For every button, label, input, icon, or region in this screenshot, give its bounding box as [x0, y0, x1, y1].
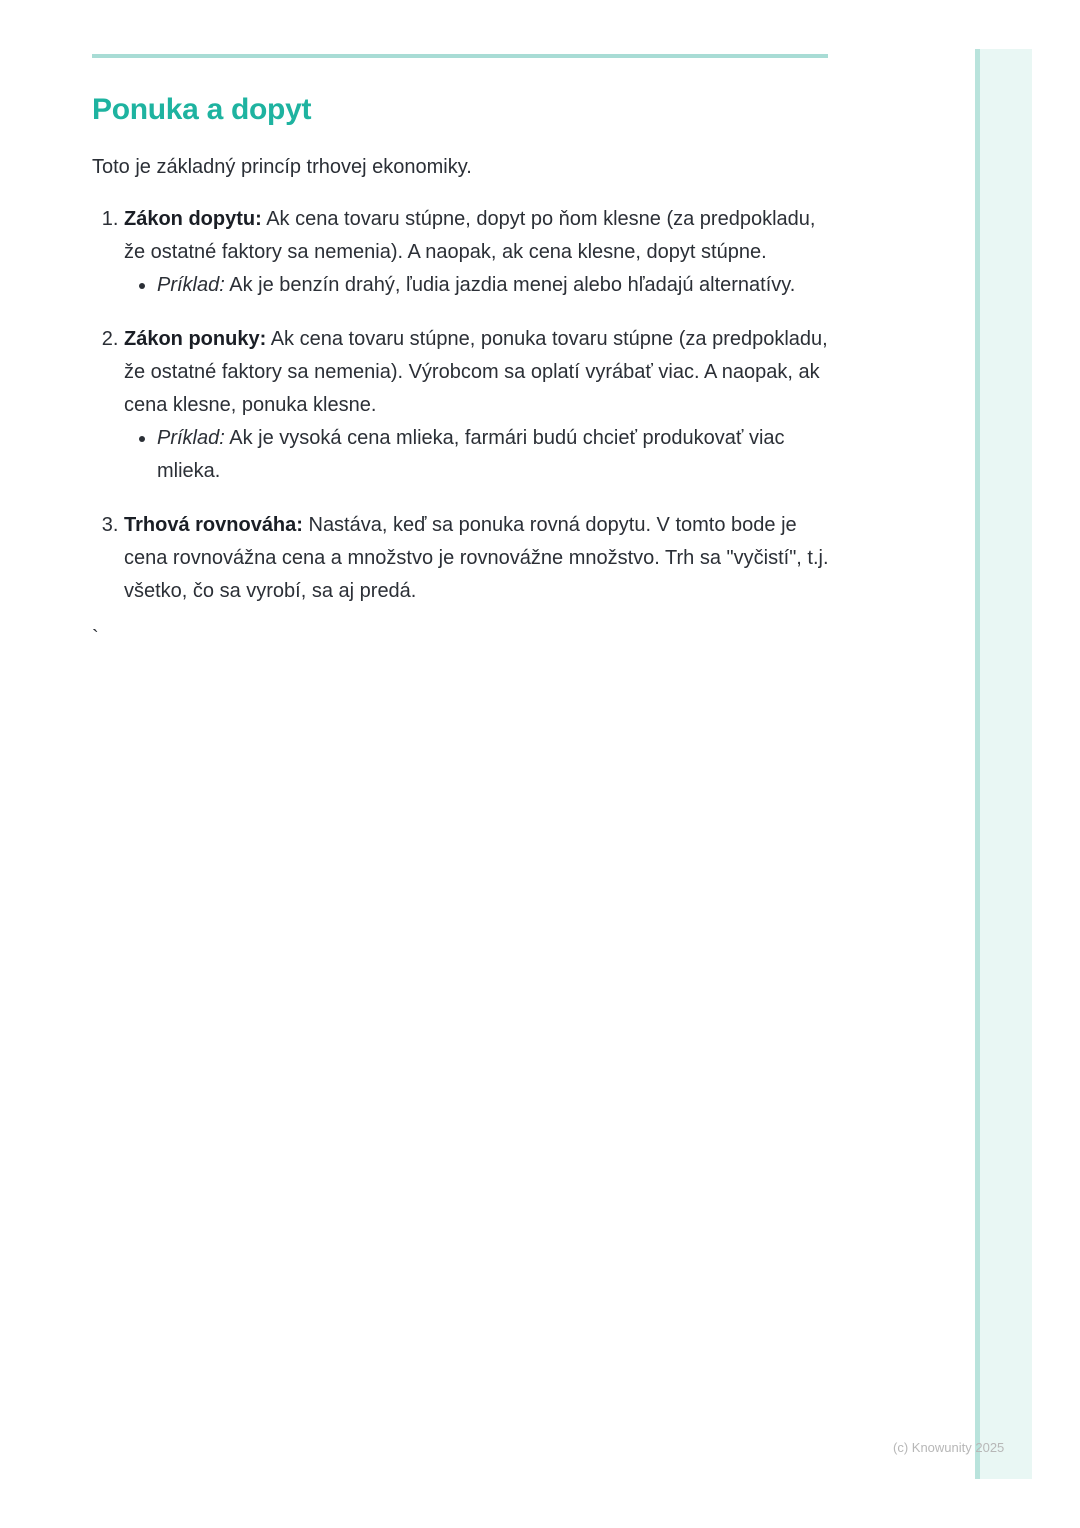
example-text: Ak je vysoká cena mlieka, farmári budú chcieť produkovať viac mlieka.	[157, 427, 785, 482]
item-text: Ak cena tovaru stúpne, dopyt po ňom klesne (za predpokladu, že ostatné faktory sa nemenia). A naopak, ak cena klesne, dopyt stúpne.	[124, 208, 816, 263]
example-list	[124, 269, 832, 302]
list-item-market-equilibrium	[124, 509, 832, 608]
side-panel-border	[975, 49, 980, 1479]
intro-paragraph: Toto je základný princíp trhovej ekonomiky.	[92, 156, 472, 178]
example-list	[124, 422, 832, 488]
example-label: Príklad:	[157, 427, 225, 449]
list-item-demand-law	[124, 203, 832, 302]
side-panel	[975, 49, 1032, 1479]
copyright-footer: (c) Knowunity 2025	[893, 1440, 1005, 1455]
example-item	[157, 422, 832, 488]
principles-list	[92, 203, 832, 608]
list-item-supply-law	[124, 323, 832, 488]
page-title: Ponuka a dopyt	[92, 93, 312, 126]
stray-mark: `	[92, 627, 99, 649]
document-body	[92, 88, 832, 648]
example-label: Príklad:	[157, 274, 225, 296]
example-text: Ak je benzín drahý, ľudia jazdia menej alebo hľadajú alternatívy.	[224, 274, 796, 296]
top-divider	[92, 54, 828, 58]
item-text: Nastáva, keď sa ponuka rovná dopytu. V tomto bode je cena rovnovážna cena a množstvo je rovnovážne množstvo. Trh sa "vyčistí", t.j. všetko, čo sa vyrobí, sa aj predá.	[124, 514, 829, 602]
item-text: Ak cena tovaru stúpne, ponuka tovaru stúpne (za predpokladu, že ostatné faktory sa nemenia). Výrobcom sa oplatí vyrábať viac. A naopak, ak cena klesne, ponuka klesne.	[124, 328, 828, 416]
example-item	[157, 269, 832, 302]
item-title: Zákon ponuky:	[124, 328, 267, 350]
item-title: Trhová rovnováha:	[124, 514, 303, 536]
item-title: Zákon dopytu:	[124, 208, 262, 230]
